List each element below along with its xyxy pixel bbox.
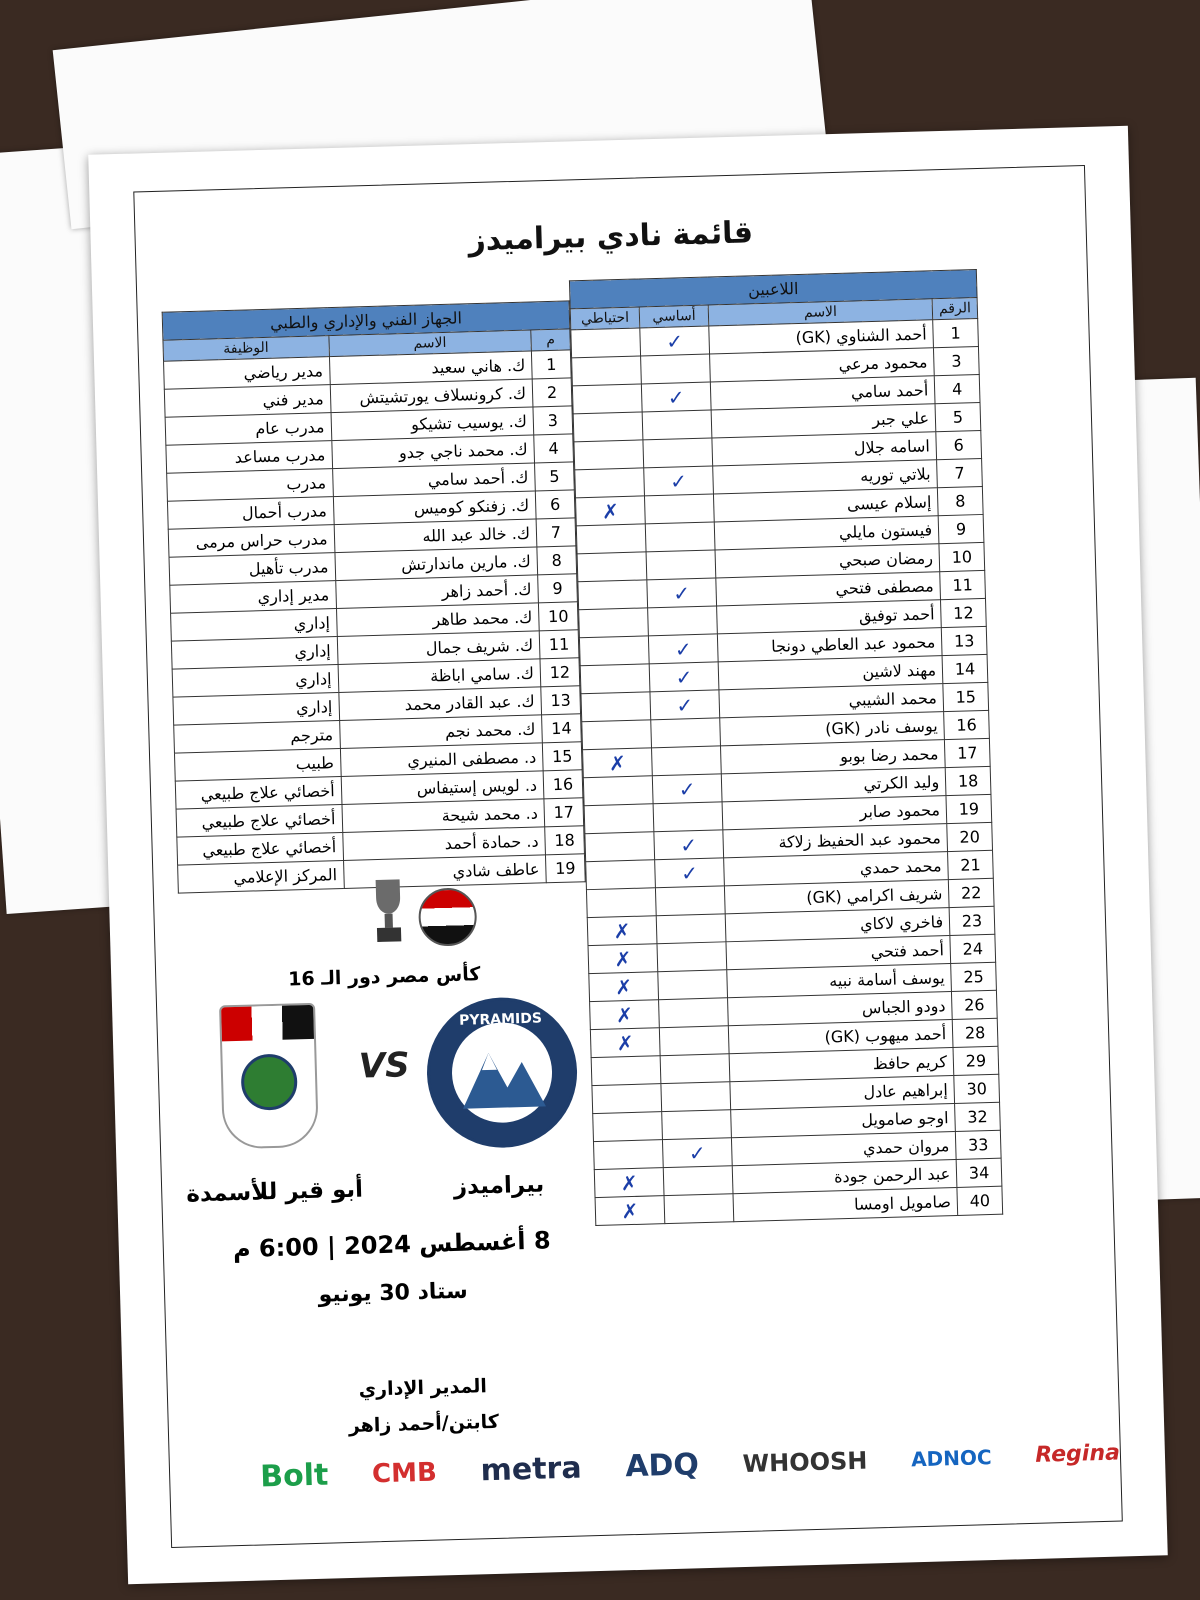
player-sub-mark	[571, 328, 641, 358]
player-number: 26	[952, 990, 998, 1019]
player-sub-mark	[586, 860, 656, 890]
sponsor-whoosh: WHOOSH	[742, 1446, 868, 1478]
staff-number: 9	[538, 574, 578, 603]
player-sub-mark	[582, 720, 652, 750]
sponsor-cmb: CMB	[371, 1457, 438, 1489]
player-number: 7	[937, 458, 983, 487]
player-number: 4	[934, 375, 980, 404]
staff-header: الجهاز الفني والإداري والطبي	[162, 301, 570, 340]
player-sub-mark	[584, 804, 654, 834]
player-number: 15	[943, 682, 989, 711]
staff-role: مدرب مساعد	[166, 441, 332, 474]
staff-role: مدير رياضي	[164, 357, 330, 390]
player-sub-mark	[575, 468, 645, 498]
player-name: محمود صابر	[722, 796, 947, 830]
staff-number: 5	[535, 462, 575, 491]
player-sub-mark	[593, 1140, 663, 1170]
abu-qir-crest-icon	[219, 1003, 319, 1150]
vs-label: VS	[358, 1045, 411, 1087]
sheet-frame	[133, 165, 1123, 1548]
staff-number: 15	[542, 742, 582, 771]
player-sub-mark: ✗	[587, 916, 657, 946]
staff-role: مدرب حراس مرمى	[168, 525, 334, 558]
player-name: محمود عبد العاطي دونجا	[717, 628, 942, 662]
staff-name: ك. شريف جمال	[337, 631, 540, 665]
player-sub-mark	[572, 356, 642, 386]
player-number: 40	[957, 1186, 1003, 1215]
sponsor-metra: metra	[480, 1450, 583, 1489]
player-number: 30	[954, 1074, 1000, 1103]
staff-name: د. محمد شيحة	[342, 799, 545, 833]
player-name: مهند لاشين	[718, 656, 943, 690]
player-name: رمضان صبحي	[715, 544, 940, 578]
player-starter-mark	[645, 522, 715, 552]
player-name: أحمد توفيق	[717, 600, 942, 634]
player-name: كريم حافظ	[729, 1047, 954, 1081]
player-starter-mark	[651, 718, 721, 748]
player-number: 9	[938, 514, 984, 543]
staff-name: ك. أحمد سامي	[332, 463, 535, 497]
player-name: يوسف نادر (GK)	[720, 712, 945, 746]
staff-name: ك. مارين ماندارتش	[334, 547, 537, 581]
signature-name: كابتن/أحمد زاهر	[348, 1410, 500, 1438]
staff-role: إداري	[171, 609, 337, 642]
player-name: مصطفى فتحي	[716, 572, 941, 606]
player-starter-mark: ✓	[644, 466, 714, 496]
col-staff-num: م	[531, 329, 571, 351]
staff-number: 19	[545, 854, 585, 883]
staff-name: ك. كرونسلاف يورتشيتش	[330, 379, 533, 413]
player-number: 8	[937, 486, 983, 515]
svg-text:PYRAMIDS: PYRAMIDS	[458, 1010, 543, 1029]
sheet-title: قائمة نادي بيراميدز	[467, 215, 754, 259]
staff-role: أخصائي علاج طبيعي	[176, 804, 342, 837]
staff-number: 16	[543, 770, 583, 799]
staff-name: د. مصطفى المنيري	[340, 743, 543, 777]
staff-number: 2	[532, 378, 572, 407]
player-name: وليد الكرتي	[721, 768, 946, 802]
staff-role: مدرب	[167, 469, 333, 502]
staff-number: 10	[538, 602, 578, 631]
staff-number: 18	[545, 826, 585, 855]
player-name: محمود مرعي	[710, 348, 935, 382]
staff-number: 3	[533, 406, 573, 435]
staff-name: ك. محمد طاهر	[336, 603, 539, 637]
player-number: 10	[939, 542, 985, 571]
player-starter-mark	[663, 1166, 733, 1196]
trophy-icon	[367, 875, 409, 946]
player-starter-mark: ✓	[647, 578, 717, 608]
staff-name: ك. يوسيب تشيكو	[331, 407, 534, 441]
player-starter-mark	[646, 550, 716, 580]
staff-role: المركز الإعلامي	[178, 860, 344, 893]
player-number: 1	[933, 319, 979, 348]
player-starter-mark	[643, 438, 713, 468]
player-starter-mark: ✓	[650, 690, 720, 720]
staff-name: ك. محمد ناجي جدو	[331, 435, 534, 469]
staff-number: 4	[534, 434, 574, 463]
staff-name: ك. هاني سعيد	[329, 351, 532, 385]
player-name: مروان حمدي	[731, 1131, 956, 1165]
col-sub: احتياطي	[570, 307, 640, 330]
player-name: دودو الجباس	[728, 992, 953, 1026]
player-name: أحمد فتحي	[726, 936, 951, 970]
player-name: أحمد الشناوي (GK)	[709, 320, 934, 354]
player-sub-mark	[573, 412, 643, 442]
staff-number: 8	[537, 546, 577, 575]
players-table	[569, 269, 1003, 1226]
player-sub-mark	[574, 440, 644, 470]
player-starter-mark: ✓	[655, 858, 725, 888]
staff-number: 17	[544, 798, 584, 827]
staff-name: ك. سامي اباظة	[338, 659, 541, 693]
player-number: 21	[948, 850, 994, 879]
staff-role: مدير فني	[164, 385, 330, 418]
player-sub-mark	[578, 580, 648, 610]
signature-block	[337, 1368, 509, 1445]
signature-title: المدير الإداري	[358, 1375, 488, 1401]
player-starter-mark	[641, 354, 711, 384]
player-name: شريف اكرامي (GK)	[724, 880, 949, 914]
staff-number: 12	[540, 658, 580, 687]
staff-role: إداري	[172, 665, 338, 698]
staff-role: إداري	[173, 693, 339, 726]
pyramids-crest-icon	[425, 996, 579, 1150]
staff-number: 14	[542, 714, 582, 743]
player-name: أحمد ميهوب (GK)	[728, 1020, 953, 1054]
player-starter-mark	[662, 1110, 732, 1140]
staff-name: د. حمادة أحمد	[342, 827, 545, 861]
match-date: 8 أغسطس 2024 | 6:00 م	[232, 1226, 551, 1264]
player-starter-mark	[655, 886, 725, 916]
player-number: 25	[951, 962, 997, 991]
sponsor-adq: ADQ	[624, 1447, 700, 1485]
staff-number: 7	[536, 518, 576, 547]
sponsor-adnoc: ADNOC	[910, 1444, 992, 1471]
player-starter-mark	[644, 494, 714, 524]
player-sub-mark	[586, 888, 656, 918]
player-number: 19	[946, 794, 992, 823]
player-number: 16	[944, 710, 990, 739]
sponsor-bolt: Bolt	[259, 1457, 329, 1495]
player-sub-mark	[581, 692, 651, 722]
player-starter-mark	[648, 606, 718, 636]
player-sub-mark: ✗	[595, 1196, 665, 1226]
player-number: 34	[956, 1158, 1002, 1187]
staff-name: ك. محمد نجم	[339, 715, 542, 749]
player-number: 33	[955, 1130, 1001, 1159]
player-number: 5	[935, 402, 981, 431]
match-venue: ستاد 30 يونيو	[318, 1278, 469, 1308]
teams-row	[181, 995, 594, 1176]
player-number: 28	[952, 1018, 998, 1047]
player-name: عبد الرحمن جودة	[732, 1159, 957, 1193]
player-starter-mark	[658, 970, 728, 1000]
player-starter-mark	[657, 942, 727, 972]
player-sub-mark: ✗	[583, 748, 653, 778]
lineup-sheet	[88, 126, 1168, 1584]
match-info	[178, 870, 598, 1308]
players-header: اللاعبين	[569, 270, 977, 309]
staff-role: أخصائي علاج طبيعي	[175, 776, 341, 809]
staff-role: أخصائي علاج طبيعي	[177, 832, 343, 865]
staff-name: ك. زفنكو كوميس	[333, 491, 536, 525]
player-number: 6	[936, 430, 982, 459]
player-starter-mark	[656, 914, 726, 944]
player-name: اوجو صامويل	[731, 1103, 956, 1137]
player-sub-mark	[593, 1112, 663, 1142]
col-num: الرقم	[932, 298, 977, 320]
player-name: أحمد سامي	[710, 376, 935, 410]
player-sub-mark	[572, 384, 642, 414]
player-starter-mark	[659, 998, 729, 1028]
staff-name: ك. أحمد زاهر	[335, 575, 538, 609]
player-number: 20	[947, 822, 993, 851]
player-sub-mark	[576, 524, 646, 554]
sponsor-regina: Regina	[1035, 1440, 1121, 1468]
player-number: 29	[953, 1046, 999, 1075]
player-sub-mark	[591, 1056, 661, 1086]
staff-table	[162, 300, 586, 893]
player-name: إبراهيم عادل	[730, 1075, 955, 1109]
player-sub-mark	[579, 608, 649, 638]
player-starter-mark	[659, 1026, 729, 1056]
staff-number: 13	[541, 686, 581, 715]
player-starter-mark	[653, 802, 723, 832]
player-number: 13	[941, 626, 987, 655]
player-number: 24	[950, 934, 996, 963]
player-name: محمد الشيبي	[719, 684, 944, 718]
staff-name: ك. خالد عبد الله	[334, 519, 537, 553]
player-starter-mark: ✓	[654, 830, 724, 860]
player-sub-mark	[583, 776, 653, 806]
player-starter-mark: ✓	[648, 634, 718, 664]
player-sub-mark	[577, 552, 647, 582]
player-sub-mark	[580, 664, 650, 694]
player-number: 17	[945, 738, 991, 767]
staff-role: مدرب تأهيل	[169, 553, 335, 586]
team-away-name: أبو قير للأسمدة	[185, 1176, 364, 1208]
player-name: فيستون مايلي	[714, 516, 939, 550]
staff-name: ك. عبد القادر محمد	[338, 687, 541, 721]
player-starter-mark: ✓	[640, 326, 710, 356]
col-name: الاسم	[708, 299, 933, 326]
staff-number: 1	[531, 350, 571, 379]
player-name: بلاتي توريه	[713, 460, 938, 494]
player-number: 23	[949, 906, 995, 935]
staff-role: مدرب عام	[165, 413, 331, 446]
sponsors-row	[260, 1436, 1121, 1495]
player-name: علي جبر	[711, 404, 936, 438]
player-starter-mark	[642, 410, 712, 440]
player-sub-mark: ✗	[576, 496, 646, 526]
staff-name: عاطف شادي	[343, 855, 546, 889]
player-number: 11	[940, 570, 986, 599]
team-home-name: بيراميدز	[453, 1171, 545, 1200]
player-number: 12	[941, 598, 987, 627]
col-staff-role: الوظيفة	[163, 336, 329, 362]
player-name: اسامه جلال	[712, 432, 937, 466]
staff-number: 6	[535, 490, 575, 519]
staff-role: إداري	[171, 637, 337, 670]
player-name: يوسف أسامة نبيه	[727, 964, 952, 998]
player-number: 14	[942, 654, 988, 683]
player-starter-mark: ✓	[641, 382, 711, 412]
player-starter-mark	[664, 1194, 734, 1224]
staff-number: 11	[539, 630, 579, 659]
player-sub-mark: ✗	[590, 1000, 660, 1030]
player-starter-mark: ✓	[649, 662, 719, 692]
player-starter-mark	[660, 1054, 730, 1084]
col-starter: أساسي	[639, 305, 709, 328]
player-sub-mark	[585, 832, 655, 862]
player-name: محمود عبد الحفيظ زلاكة	[723, 824, 948, 858]
player-sub-mark: ✗	[589, 972, 659, 1002]
efa-logo-icon	[418, 887, 478, 947]
player-sub-mark: ✗	[590, 1028, 660, 1058]
player-number: 22	[948, 878, 994, 907]
player-name: إسلام عيسى	[713, 488, 938, 522]
player-sub-mark	[579, 636, 649, 666]
competition: كأس مصر دور الـ 16	[287, 963, 481, 991]
player-sub-mark: ✗	[588, 944, 658, 974]
player-starter-mark	[661, 1082, 731, 1112]
player-number: 18	[945, 766, 991, 795]
player-name: محمد حمدي	[724, 852, 949, 886]
player-name: فاخري لاكاي	[725, 908, 950, 942]
player-name: صامويل اومسا	[733, 1187, 958, 1221]
staff-name: د. لويس إستيفاس	[341, 771, 544, 805]
player-starter-mark	[652, 746, 722, 776]
player-number: 3	[934, 347, 980, 376]
staff-role: مدير إداري	[170, 581, 336, 614]
staff-role: مدرب أحمال	[167, 497, 333, 530]
col-staff-name: الاسم	[328, 330, 531, 357]
staff-role: طبيب	[174, 749, 340, 782]
staff-role: مترجم	[174, 721, 340, 754]
player-starter-mark: ✓	[652, 774, 722, 804]
player-sub-mark	[592, 1084, 662, 1114]
player-sub-mark: ✗	[594, 1168, 664, 1198]
player-number: 32	[955, 1102, 1001, 1131]
player-name: محمد رضا بوبو	[720, 740, 945, 774]
player-starter-mark: ✓	[662, 1138, 732, 1168]
